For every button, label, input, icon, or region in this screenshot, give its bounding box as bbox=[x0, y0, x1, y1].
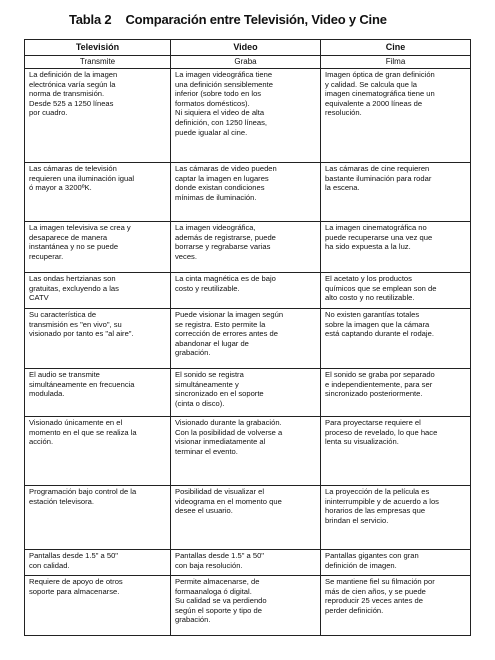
cell-text: La cinta magnética es de bajo costo y reutilizable. bbox=[175, 274, 276, 293]
cell-text: La imagen videográfica tiene una definición sensiblemente inferior (sobre todo en los formatos domésticos). Ni siquiera el video de alta definición, con 1250 líneas, puede igualar al cine. bbox=[175, 70, 273, 137]
table-row bbox=[25, 273, 471, 309]
cell-cine bbox=[321, 163, 471, 222]
cell-video bbox=[171, 417, 321, 486]
table-row bbox=[25, 309, 471, 369]
table-row bbox=[25, 576, 471, 636]
cell-television bbox=[25, 309, 171, 369]
cell-text: La imagen cinematográfica no puede recuperarse una vez que ha sido expuesta a la luz. bbox=[325, 223, 433, 252]
cell-text: Posibilidad de visualizar el videograma en el momento que desee el usuario. bbox=[175, 487, 282, 516]
cell-text: Imagen óptica de gran definición y calidad. Se calcula que la imagen cinematográfica tiene un equivalente a 2000 líneas de resolución. bbox=[325, 70, 435, 118]
comparison-table bbox=[24, 39, 471, 636]
cell-text: La proyección de la película es ininterrumpible y de acuerdo a los horarios de las empresas que brindan el servicio. bbox=[325, 487, 439, 525]
cell-text: Para proyectarse requiere el proceso de revelado, lo que hace lenta su visualización. bbox=[325, 418, 438, 447]
cell-text: El sonido se graba por separado e independientemente, para ser sincronizado posteriormente. bbox=[325, 370, 435, 399]
cell-video bbox=[171, 550, 321, 576]
cell-text: La definición de la imagen electrónica varía según la norma de transmisión. Desde 525 a 1250 líneas por cuadro. bbox=[29, 70, 118, 118]
cell-text: No existen garantías totales sobre la imagen que la cámara está captando durante el rodaje. bbox=[325, 310, 434, 339]
cell-television bbox=[25, 576, 171, 636]
table-row bbox=[25, 69, 471, 163]
cell-video bbox=[171, 273, 321, 309]
cell-cine bbox=[321, 273, 471, 309]
cell-television bbox=[25, 163, 171, 222]
table-row bbox=[25, 222, 471, 273]
cell-text: El acetato y los productos químicos que se emplean son de alto costo y no reutilizable. bbox=[325, 274, 437, 303]
header-television: Televisión bbox=[25, 40, 171, 56]
header-video: Video bbox=[171, 40, 321, 56]
cell-cine bbox=[321, 417, 471, 486]
table-title bbox=[69, 12, 489, 27]
cell-television bbox=[25, 550, 171, 576]
cell-text: Pantallas desde 1.5" a 50" con baja resolución. bbox=[175, 551, 264, 570]
cell-text: Las cámaras de televisión requieren una iluminación igual ó mayor a 3200ºK. bbox=[29, 164, 135, 193]
cell-video bbox=[171, 576, 321, 636]
header-cine: Cine bbox=[321, 40, 471, 56]
cell-text: Las ondas hertzianas son gratuitas, excluyendo a las CATV bbox=[29, 274, 119, 303]
cell-video bbox=[171, 222, 321, 273]
cell-text: Su característica de transmisión es "en vivo", su visionado por tanto es "al aire". bbox=[29, 310, 134, 339]
cell-text: Las cámaras de cine requieren bastante iluminación para rodar la escena. bbox=[325, 164, 432, 193]
cell-text: El audio se transmite simultáneamente en frecuencia modulada. bbox=[29, 370, 135, 399]
cell-television bbox=[25, 417, 171, 486]
cell-cine bbox=[321, 222, 471, 273]
cell-cine bbox=[321, 576, 471, 636]
cell-cine bbox=[321, 550, 471, 576]
cell-cine bbox=[321, 486, 471, 550]
table-row bbox=[25, 550, 471, 576]
cell-text: Puede visionar la imagen según se registra. Esto permite la corrección de errores antes de abandonar el lugar de grabación. bbox=[175, 310, 284, 358]
cell-text: Permite almacenarse, de formaanaloga ó digital. Su calidad se va perdiendo según el soporte y tipo de grabación. bbox=[175, 577, 267, 625]
cell-text: Requiere de apoyo de otros soporte para almacenarse. bbox=[29, 577, 123, 596]
table-row bbox=[25, 417, 471, 486]
table-row bbox=[25, 163, 471, 222]
cell-text: Pantallas desde 1.5" a 50" con calidad. bbox=[29, 551, 118, 570]
cell-text: Programación bajo control de la estación televisora. bbox=[29, 487, 137, 506]
cell-television bbox=[25, 486, 171, 550]
cell-text: La imagen videográfica, además de registrarse, puede borrarse y regrabarse varias veces. bbox=[175, 223, 276, 261]
table-row bbox=[25, 369, 471, 417]
cell-text: Visionado únicamente en el momento en el que se realiza la acción. bbox=[29, 418, 137, 447]
cell-video bbox=[171, 163, 321, 222]
table-number: Tabla 2 bbox=[69, 12, 112, 27]
subheader-cine: Filma bbox=[321, 56, 471, 69]
subheader-video: Graba bbox=[171, 56, 321, 69]
cell-television bbox=[25, 222, 171, 273]
cell-television bbox=[25, 369, 171, 417]
cell-text: El sonido se registra simultáneamente y sincronizado en el soporte (cinta o disco). bbox=[175, 370, 264, 408]
header-row bbox=[25, 40, 471, 56]
cell-video bbox=[171, 69, 321, 163]
cell-text: La imagen televisiva se crea y desaparece de manera instantánea y no se puede recuperar. bbox=[29, 223, 131, 261]
cell-video bbox=[171, 486, 321, 550]
cell-cine bbox=[321, 309, 471, 369]
cell-text: Visionado durante la grabación. Con la posibilidad de volverse a visionar inmediatamente al terminar el evento. bbox=[175, 418, 283, 456]
cell-text: Se mantiene fiel su filmación por más de cien años, y se puede reproducir 25 veces antes de perder definición. bbox=[325, 577, 435, 615]
cell-video bbox=[171, 309, 321, 369]
cell-television bbox=[25, 69, 171, 163]
subheader-row bbox=[25, 56, 471, 69]
table-title-text: Comparación entre Televisión, Video y Cine bbox=[125, 12, 387, 27]
cell-television bbox=[25, 273, 171, 309]
cell-cine bbox=[321, 369, 471, 417]
cell-text: Las cámaras de video pueden captar la imagen en lugares donde existan condiciones mínimas de iluminación. bbox=[175, 164, 277, 202]
cell-cine bbox=[321, 69, 471, 163]
cell-text: Pantallas gigantes con gran definición de imagen. bbox=[325, 551, 419, 570]
cell-video bbox=[171, 369, 321, 417]
subheader-television: Transmite bbox=[25, 56, 171, 69]
table-row bbox=[25, 486, 471, 550]
